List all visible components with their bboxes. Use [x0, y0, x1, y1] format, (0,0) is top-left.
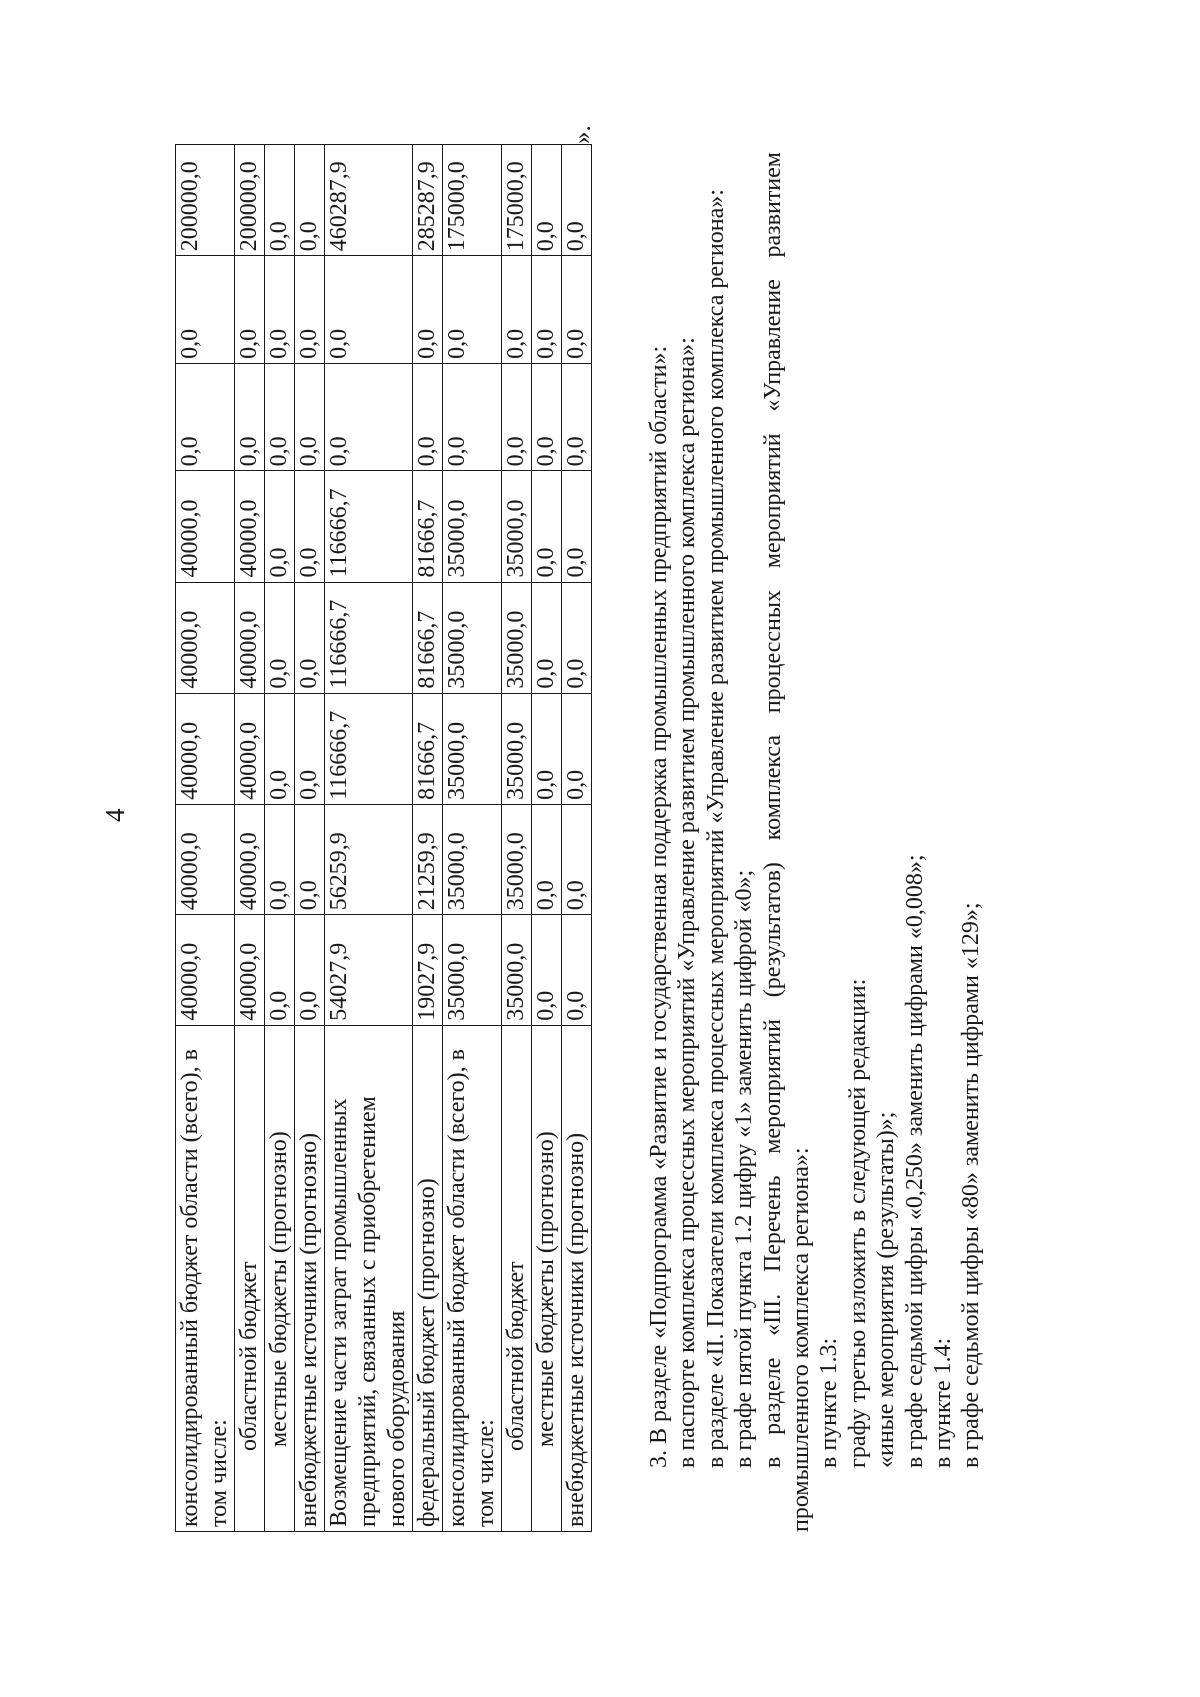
table-cell-value: 0,0 — [562, 582, 592, 693]
table-row — [532, 145, 562, 1532]
table-cell-value: 285287,9 — [413, 145, 443, 256]
table-cell-value: 0,0 — [532, 256, 562, 364]
table-cell-value: 0,0 — [235, 256, 265, 364]
table-cell-value: 40000,0 — [235, 693, 265, 804]
paragraph: в пункте 1.4: — [930, 1337, 957, 1468]
amendment-text — [645, 152, 986, 1532]
table-cell-value: 40000,0 — [235, 582, 265, 693]
table-cell-value: 0,0 — [532, 471, 562, 582]
table-cell-value: 0,0 — [235, 363, 265, 471]
table-cell-value: 0,0 — [325, 256, 413, 364]
row-label: внебюджетные источники (прогнозно) — [295, 1025, 325, 1531]
table-cell-value: 175000,0 — [502, 145, 532, 256]
table-cell-value: 56259,9 — [325, 804, 413, 914]
table-cell-value: 200000,0 — [176, 145, 235, 256]
table-cell-value: 0,0 — [295, 804, 325, 914]
table-cell-value: 40000,0 — [176, 471, 235, 582]
table-cell-value: 0,0 — [295, 693, 325, 804]
table-cell-value: 35000,0 — [502, 804, 532, 914]
table-row — [502, 145, 532, 1532]
table-cell-value: 0,0 — [562, 804, 592, 914]
table-cell-value: 40000,0 — [235, 915, 265, 1025]
table-cell-value: 0,0 — [532, 804, 562, 914]
table-cell-value: 40000,0 — [235, 471, 265, 582]
table-cell-value: 0,0 — [265, 693, 295, 804]
paragraph: 3. В разделе «Подпрограмма «Развитие и государственная поддержка промышленных предприятий области»: — [646, 345, 672, 1468]
paragraph: в графе седьмой цифры «0,250» заменить цифрами «0,008»; — [901, 854, 928, 1468]
table-cell-value: 0,0 — [265, 915, 295, 1025]
table-cell-value: 0,0 — [443, 363, 502, 471]
paragraph: в разделе «III. Перечень мероприятий (результатов) комплекса процессных мероприятий «Управление развитием промышленного комплекса региона»: — [759, 152, 815, 1532]
table-cell-value: 35000,0 — [502, 582, 532, 693]
table-cell-value: 460287,9 — [325, 145, 413, 256]
table-cell-value: 21259,9 — [413, 804, 443, 914]
table-cell-value: 0,0 — [562, 915, 592, 1025]
table-cell-value: 116666,7 — [325, 471, 413, 582]
table-cell-value: 0,0 — [562, 145, 592, 256]
table-row — [176, 145, 235, 1532]
rotated-page-content — [175, 125, 1055, 1532]
table-cell-value: 0,0 — [265, 582, 295, 693]
table-cell-value: 0,0 — [562, 693, 592, 804]
table-cell-value: 0,0 — [532, 915, 562, 1025]
table-cell-value: 0,0 — [532, 363, 562, 471]
row-label: областной бюджет — [502, 1025, 532, 1531]
table-cell-value: 35000,0 — [502, 915, 532, 1025]
table-cell-value: 40000,0 — [176, 693, 235, 804]
table-cell-value: 35000,0 — [443, 582, 502, 693]
table-cell-value: 0,0 — [562, 363, 592, 471]
row-label: местные бюджеты (прогнозно) — [532, 1025, 562, 1531]
table-row — [295, 145, 325, 1532]
table-cell-value: 0,0 — [562, 471, 592, 582]
table-cell-value: 0,0 — [295, 145, 325, 256]
table-cell-value: 0,0 — [325, 363, 413, 471]
table-cell-value: 0,0 — [532, 693, 562, 804]
table-cell-value: 0,0 — [176, 256, 235, 364]
table-cell-value: 35000,0 — [443, 471, 502, 582]
table-cell-value: 0,0 — [176, 363, 235, 471]
paragraph: графу третью изложить в следующей редакции: — [844, 978, 871, 1468]
paragraph: в разделе «II. Показатели комплекса процессных мероприятий «Управление развитием промышленного комплекса региона»: — [702, 189, 729, 1468]
table-cell-value: 40000,0 — [235, 804, 265, 914]
row-label: местные бюджеты (прогнозно) — [265, 1025, 295, 1531]
budget-table — [175, 144, 592, 1532]
row-label: консолидированный бюджет области (всего), в том числе: — [176, 1025, 235, 1531]
row-label: областной бюджет — [235, 1025, 265, 1531]
table-row — [413, 145, 443, 1532]
table-cell-value: 0,0 — [413, 363, 443, 471]
table-cell-value: 81666,7 — [413, 582, 443, 693]
table-cell-value: 35000,0 — [443, 915, 502, 1025]
table-cell-value: 35000,0 — [443, 804, 502, 914]
table-cell-value: 35000,0 — [502, 693, 532, 804]
table-cell-value: 0,0 — [532, 582, 562, 693]
table-cell-value: 81666,7 — [413, 693, 443, 804]
table-cell-value: 54027,9 — [325, 915, 413, 1025]
table-cell-value: 81666,7 — [413, 471, 443, 582]
paragraph: в графе пятой пункта 1.2 цифру «1» заменить цифрой «0»; — [731, 869, 758, 1468]
row-label: внебюджетные источники (прогнозно) — [562, 1025, 592, 1531]
table-cell-value: 0,0 — [295, 915, 325, 1025]
table-cell-value: 0,0 — [265, 256, 295, 364]
table-cell-value: 40000,0 — [176, 804, 235, 914]
table-cell-value: 0,0 — [502, 363, 532, 471]
paragraph: «иные мероприятия (результаты)»; — [873, 1111, 900, 1468]
paragraph: в графе седьмой цифры «80» заменить цифрами «129»; — [958, 902, 985, 1468]
paragraph: в пункте 1.3: — [816, 1337, 843, 1468]
table-cell-value: 0,0 — [295, 471, 325, 582]
row-label: Возмещение части затрат промышленных предприятий, связанных с приобретением нового оборудования — [325, 1025, 413, 1531]
table-cell-value: 40000,0 — [176, 582, 235, 693]
table-cell-value: 0,0 — [443, 256, 502, 364]
table-cell-value: 0,0 — [265, 804, 295, 914]
table-cell-value: 35000,0 — [502, 471, 532, 582]
table-cell-value: 116666,7 — [325, 582, 413, 693]
table-cell-value: 0,0 — [532, 145, 562, 256]
table-cell-value: 0,0 — [265, 363, 295, 471]
table-cell-value: 40000,0 — [176, 915, 235, 1025]
closing-quote: ». — [569, 125, 596, 144]
table-cell-value: 0,0 — [265, 471, 295, 582]
table-cell-value: 0,0 — [295, 363, 325, 471]
table-row — [325, 145, 413, 1532]
table-row — [443, 145, 502, 1532]
table-cell-value: 200000,0 — [235, 145, 265, 256]
paragraph: в паспорте комплекса процессных мероприятий «Управление развитием промышленного комплекса региона»: — [674, 337, 701, 1468]
table-row — [562, 145, 592, 1532]
table-row — [265, 145, 295, 1532]
table-cell-value: 0,0 — [295, 582, 325, 693]
row-label: консолидированный бюджет области (всего), в том числе: — [443, 1025, 502, 1531]
table-cell-value: 175000,0 — [443, 145, 502, 256]
table-cell-value: 0,0 — [562, 256, 592, 364]
table-cell-value: 0,0 — [502, 256, 532, 364]
table-cell-value: 116666,7 — [325, 693, 413, 804]
table-cell-value: 0,0 — [295, 256, 325, 364]
table-cell-value: 35000,0 — [443, 693, 502, 804]
table-cell-value: 19027,9 — [413, 915, 443, 1025]
page-number: 4 — [100, 808, 130, 822]
table-row — [235, 145, 265, 1532]
table-cell-value: 0,0 — [265, 145, 295, 256]
row-label: федеральный бюджет (прогнозно) — [413, 1025, 443, 1531]
table-cell-value: 0,0 — [413, 256, 443, 364]
